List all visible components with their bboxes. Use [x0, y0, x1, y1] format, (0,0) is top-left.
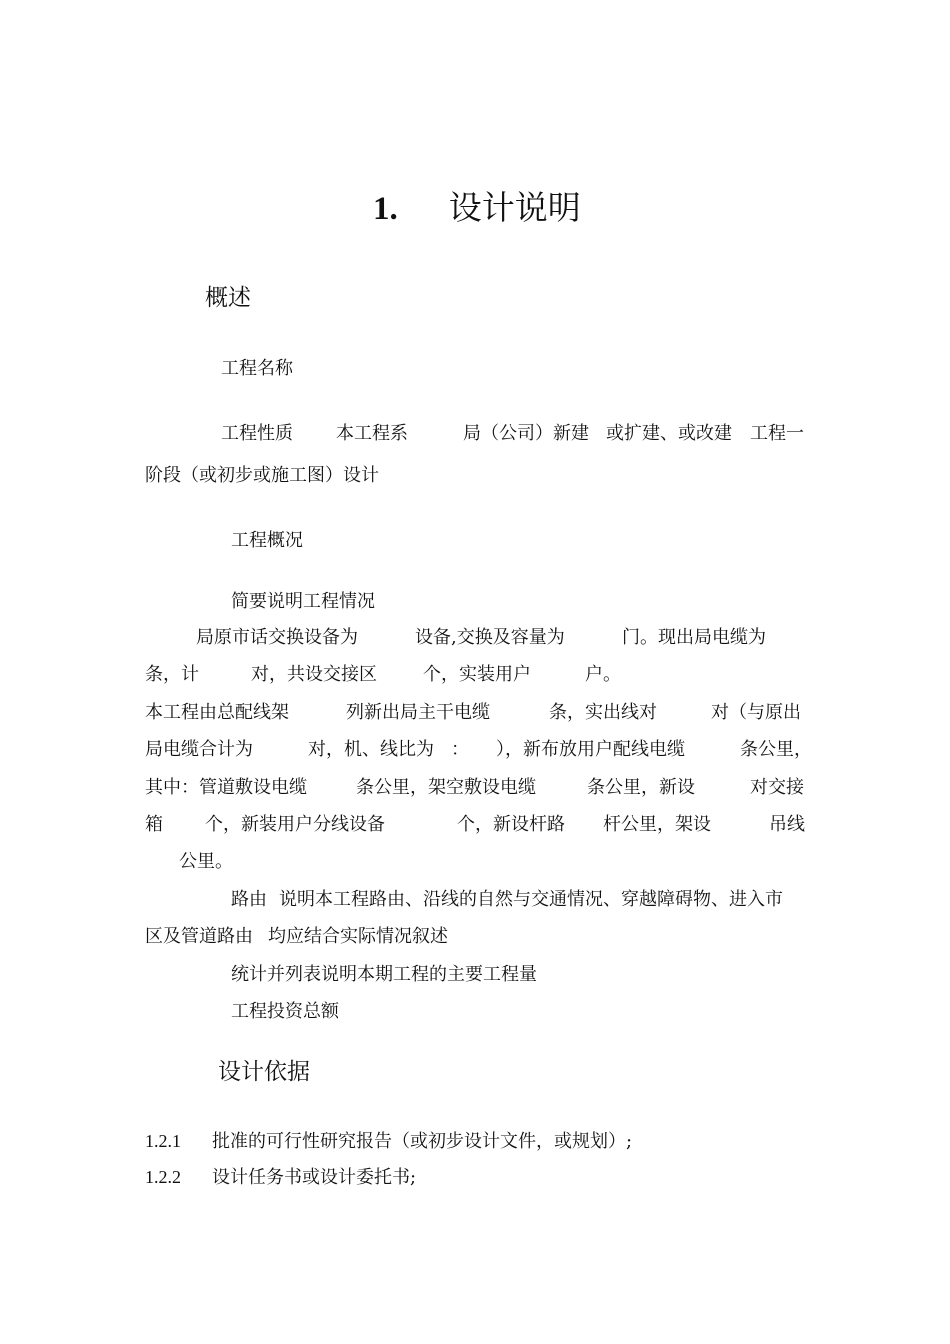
- overview-label: 工程概况: [231, 530, 303, 551]
- p2-l2-4: ），新布放用户配线电缆: [496, 739, 685, 760]
- section-heading-overview: 概述: [205, 285, 251, 311]
- p2-l2-5: 条公里，: [740, 739, 812, 760]
- basis-item-number: 1.2.2: [145, 1167, 181, 1187]
- investment-label: 工程投资总额: [231, 1001, 339, 1022]
- p1-b-1: 条，计: [145, 664, 199, 685]
- p2-l3-3: 条公里，新设: [587, 777, 695, 798]
- basis-item: [145, 1168, 416, 1187]
- project-nature-label: 工程性质: [221, 423, 293, 444]
- p1-a-1: 局原市话交换设备为: [196, 627, 358, 648]
- nature-part-2: 局（公司）新建: [463, 423, 589, 444]
- p2-l2-1: 局电缆合计为: [145, 739, 253, 760]
- p2-l3-2: 条公里，架空敷设电缆: [356, 777, 536, 798]
- p1-b-4: 户。: [585, 664, 621, 685]
- nature-part-3: 或扩建、或改建: [606, 423, 732, 444]
- route-label: 路由: [231, 889, 267, 910]
- nature-line-2: 阶段（或初步或施工图）设计: [145, 465, 379, 486]
- route-text: 说明本工程路由、沿线的自然与交通情况、穿越障碍物、进入市: [279, 889, 783, 910]
- p2-l4-1: 箱: [145, 814, 163, 835]
- project-name-label: 工程名称: [221, 358, 293, 379]
- p2-l4-4: 杆公里，架设: [603, 814, 711, 835]
- basis-item: [145, 1132, 632, 1151]
- nature-part-1: 本工程系: [336, 423, 408, 444]
- p1-a-2: 设备,交换及容量为: [415, 627, 565, 648]
- nature-part-4: 工程一: [750, 423, 804, 444]
- route-line2-b: 均应结合实际情况叙述: [268, 926, 448, 947]
- p2-l1-4: 对（与原出: [711, 702, 801, 723]
- title-number: 1.: [373, 191, 398, 227]
- brief-label: 简要说明工程情况: [231, 591, 375, 612]
- p1-a-3: 门。现出局电缆为: [622, 627, 766, 648]
- page-title: [373, 188, 581, 227]
- title-text: 设计说明: [448, 188, 581, 227]
- p2-l2-3: ：: [451, 739, 469, 760]
- p2-l5: 公里。: [179, 851, 233, 872]
- p2-l4-3: 个，新设杆路: [457, 814, 565, 835]
- basis-item-number: 1.2.1: [145, 1131, 181, 1151]
- basis-item-text: 设计任务书或设计委托书;: [212, 1167, 417, 1188]
- p2-l1-1: 本工程由总配线架: [145, 702, 289, 723]
- p1-b-3: 个，实装用户: [423, 664, 531, 685]
- p1-b-2: 对，共设交接区: [251, 664, 377, 685]
- stats-label: 统计并列表说明本期工程的主要工程量: [231, 964, 537, 985]
- p2-l1-2: 列新出局主干电缆: [346, 702, 490, 723]
- p2-l4-2: 个，新装用户分线设备: [205, 814, 385, 835]
- route-line2-a: 区及管道路由: [145, 926, 253, 947]
- section-heading-basis: 设计依据: [218, 1059, 310, 1085]
- p2-l4-5: 吊线: [769, 814, 805, 835]
- p2-l3-1: 其中：管道敷设电缆: [145, 777, 307, 798]
- p2-l1-3: 条，实出线对: [549, 702, 657, 723]
- p2-l3-4: 对交接: [750, 777, 804, 798]
- basis-item-text: 批准的可行性研究报告（或初步设计文件，或规划）;: [212, 1131, 633, 1152]
- p2-l2-2: 对，机、线比为: [308, 739, 434, 760]
